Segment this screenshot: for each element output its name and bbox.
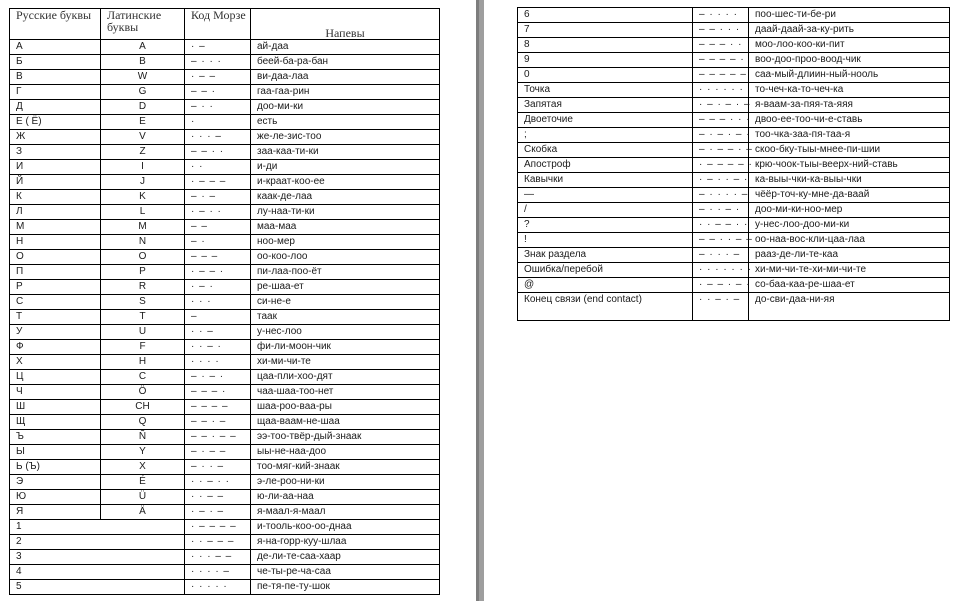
morse-code: · · – · – xyxy=(693,293,749,321)
latin-letter: Ö xyxy=(101,385,185,400)
morse-code: · · xyxy=(185,160,251,175)
morse-code: – – – · xyxy=(185,385,251,400)
song-text: ви-даа-лаа xyxy=(251,70,440,85)
russian-letter: Э xyxy=(10,475,101,490)
song-text: поо-шес-ти-бе-ри xyxy=(749,8,950,23)
table-row xyxy=(10,205,440,220)
morse-code: · – · · xyxy=(185,205,251,220)
morse-code: · – – xyxy=(185,70,251,85)
latin-letter: E xyxy=(101,115,185,130)
table-row xyxy=(10,70,440,85)
latin-letter: X xyxy=(101,460,185,475)
latin-letter: Ü xyxy=(101,490,185,505)
morse-code: – – · xyxy=(185,85,251,100)
russian-letter: Ц xyxy=(10,370,101,385)
digit: 2 xyxy=(10,535,185,550)
symbol-name: — xyxy=(518,188,693,203)
table-row xyxy=(518,53,950,68)
table-row xyxy=(10,550,440,565)
song-text: есть xyxy=(251,115,440,130)
table-row xyxy=(10,40,440,55)
russian-letter: С xyxy=(10,295,101,310)
table-row xyxy=(10,130,440,145)
table-row xyxy=(10,505,440,520)
song-text: то-чеч-ка-то-чеч-ка xyxy=(749,83,950,98)
table-row xyxy=(10,535,440,550)
song-text: у-нес-лоо xyxy=(251,325,440,340)
song-text: доо-ми-ки-ноо-мер xyxy=(749,203,950,218)
morse-code: – · · · xyxy=(185,55,251,70)
table-row xyxy=(518,143,950,158)
russian-letter: Г xyxy=(10,85,101,100)
song-text: си-не-е xyxy=(251,295,440,310)
table-row xyxy=(10,190,440,205)
latin-letter: K xyxy=(101,190,185,205)
morse-code: · · · · · · xyxy=(693,83,749,98)
symbol-name: Запятая xyxy=(518,98,693,113)
morse-code: – · – – · – xyxy=(693,143,749,158)
song-text: оо-наа-вос-кли-цаа-лаа xyxy=(749,233,950,248)
latin-letter: J xyxy=(101,175,185,190)
russian-letter: Ф xyxy=(10,340,101,355)
symbol-name: Знак раздела xyxy=(518,248,693,263)
latin-letter: I xyxy=(101,160,185,175)
table-row xyxy=(10,490,440,505)
symbol-name: ; xyxy=(518,128,693,143)
russian-letter: Б xyxy=(10,55,101,70)
table-row xyxy=(10,220,440,235)
morse-code: · · · – – xyxy=(185,550,251,565)
song-text: э-ле-роо-ни-ки xyxy=(251,475,440,490)
latin-letter: L xyxy=(101,205,185,220)
latin-letter: Q xyxy=(101,415,185,430)
morse-code: · · · · · · · · xyxy=(693,263,749,278)
symbol-name: Ошибка/перебой xyxy=(518,263,693,278)
morse-code: · · – · xyxy=(185,340,251,355)
table-row xyxy=(518,173,950,188)
song-text: хи-ми-чи-те xyxy=(251,355,440,370)
latin-letter: B xyxy=(101,55,185,70)
morse-code: · · · xyxy=(185,295,251,310)
morse-code: · – – · – · xyxy=(693,278,749,293)
morse-code: – xyxy=(185,310,251,325)
table-row xyxy=(518,23,950,38)
table-row xyxy=(10,460,440,475)
table-row xyxy=(10,580,440,595)
song-text: и-ди xyxy=(251,160,440,175)
table-row xyxy=(10,295,440,310)
song-text: хи-ми-чи-те-хи-ми-чи-те xyxy=(749,263,950,278)
symbol-name: Двоеточие xyxy=(518,113,693,128)
table-row xyxy=(10,355,440,370)
russian-letter: У xyxy=(10,325,101,340)
song-text: тоо-чка-заа-пя-таа-я xyxy=(749,128,950,143)
song-text: даай-даай-за-ку-рить xyxy=(749,23,950,38)
song-text: чёёр-точ-ку-мне-да-ваай xyxy=(749,188,950,203)
table-header-row xyxy=(10,9,440,40)
song-text: каак-де-лаа xyxy=(251,190,440,205)
russian-letter: Ъ xyxy=(10,430,101,445)
symbol-name: ! xyxy=(518,233,693,248)
song-text: доо-ми-ки xyxy=(251,100,440,115)
russian-letter: Ж xyxy=(10,130,101,145)
morse-code: · · · · · xyxy=(185,580,251,595)
digit: 5 xyxy=(10,580,185,595)
symbol-name: Кавычки xyxy=(518,173,693,188)
latin-letter: T xyxy=(101,310,185,325)
morse-code: – – · – xyxy=(185,415,251,430)
russian-letter: Р xyxy=(10,280,101,295)
song-text: скоо-бку-тыы-мнее-пи-шии xyxy=(749,143,950,158)
morse-code: – · · · – xyxy=(693,248,749,263)
table-row xyxy=(10,310,440,325)
song-text: тоо-мяг-кий-знаак xyxy=(251,460,440,475)
russian-letter: Ч xyxy=(10,385,101,400)
russian-letter: Т xyxy=(10,310,101,325)
russian-letter: И xyxy=(10,160,101,175)
song-text: крю-чоок-тыы-веерх-ний-ставь xyxy=(749,158,950,173)
latin-letter: Z xyxy=(101,145,185,160)
morse-code: · · – xyxy=(185,325,251,340)
table-row xyxy=(10,430,440,445)
song-text: и-краат-коо-ее xyxy=(251,175,440,190)
morse-table-letters xyxy=(9,8,440,595)
russian-letter: Й xyxy=(10,175,101,190)
table-row xyxy=(10,520,440,535)
song-text: цаа-пли-хоо-дят xyxy=(251,370,440,385)
table-row xyxy=(10,415,440,430)
russian-letter: М xyxy=(10,220,101,235)
latin-letter: N xyxy=(101,235,185,250)
morse-code: – – – xyxy=(185,250,251,265)
symbol-name: 0 xyxy=(518,68,693,83)
russian-letter: Ш xyxy=(10,400,101,415)
morse-code: – · xyxy=(185,235,251,250)
header-latin-letters: Латинские буквы xyxy=(101,9,185,40)
table-row xyxy=(10,235,440,250)
song-text: рааз-де-ли-те-каа xyxy=(749,248,950,263)
song-text: двоо-ее-тоо-чи-е-ставь xyxy=(749,113,950,128)
russian-letter: З xyxy=(10,145,101,160)
russian-letter: В xyxy=(10,70,101,85)
symbol-name: 7 xyxy=(518,23,693,38)
digit: 4 xyxy=(10,565,185,580)
morse-code: · – · xyxy=(185,280,251,295)
song-text: беей-ба-ра-бан xyxy=(251,55,440,70)
morse-code: · xyxy=(185,115,251,130)
table-row xyxy=(518,128,950,143)
morse-code: – – · · – – xyxy=(693,233,749,248)
table-row xyxy=(10,100,440,115)
russian-letter: Ю xyxy=(10,490,101,505)
morse-code: · – xyxy=(185,40,251,55)
song-text: ю-ли-аа-наа xyxy=(251,490,440,505)
morse-code: – – – – · xyxy=(693,53,749,68)
header-russian-letters: Русские буквы xyxy=(10,9,101,40)
morse-code: · · – – – xyxy=(185,535,251,550)
latin-letter: Ñ xyxy=(101,430,185,445)
morse-code: – · · – · xyxy=(693,203,749,218)
russian-letter: Л xyxy=(10,205,101,220)
table-row xyxy=(10,265,440,280)
song-text: шаа-роо-ваа-ры xyxy=(251,400,440,415)
table-row xyxy=(518,8,950,23)
song-text: саа-мый-длиин-ный-нооль xyxy=(749,68,950,83)
digit: 3 xyxy=(10,550,185,565)
latin-letter: V xyxy=(101,130,185,145)
morse-code: · · – · · xyxy=(185,475,251,490)
song-text: чаа-шаа-тоо-нет xyxy=(251,385,440,400)
table-row xyxy=(10,280,440,295)
symbol-name: 6 xyxy=(518,8,693,23)
morse-code: – – · · · xyxy=(693,23,749,38)
latin-letter: H xyxy=(101,355,185,370)
table-row xyxy=(518,233,950,248)
morse-code: · – – – – xyxy=(185,520,251,535)
table-row xyxy=(518,98,950,113)
latin-letter: F xyxy=(101,340,185,355)
song-text: ка-выы-чки-ка-выы-чки xyxy=(749,173,950,188)
morse-code: – · · · · xyxy=(693,8,749,23)
morse-code: · · · · – xyxy=(185,565,251,580)
morse-code: · – – · xyxy=(185,265,251,280)
latin-letter: CH xyxy=(101,400,185,415)
song-text: я-маал-я-маал xyxy=(251,505,440,520)
song-text: и-тооль-коо-оо-днаа xyxy=(251,520,440,535)
morse-code: – – – – xyxy=(185,400,251,415)
table-row xyxy=(10,55,440,70)
song-text: я-на-горр-куу-шлаа xyxy=(251,535,440,550)
latin-letter: É xyxy=(101,475,185,490)
symbol-name: Скобка xyxy=(518,143,693,158)
song-text: пи-лаа-поо-ёт xyxy=(251,265,440,280)
morse-code: – – – · · xyxy=(693,38,749,53)
song-text: щаа-ваам-не-шаа xyxy=(251,415,440,430)
symbol-name: 9 xyxy=(518,53,693,68)
song-text: ноо-мер xyxy=(251,235,440,250)
symbol-name: Конец связи (end contact) xyxy=(518,293,693,321)
morse-code: – – · · xyxy=(185,145,251,160)
latin-letter: G xyxy=(101,85,185,100)
latin-letter: O xyxy=(101,250,185,265)
table-row xyxy=(518,158,950,173)
morse-code: – · – · xyxy=(185,370,251,385)
russian-letter: О xyxy=(10,250,101,265)
russian-letter: Х xyxy=(10,355,101,370)
table-row xyxy=(518,68,950,83)
table-row xyxy=(518,218,950,233)
latin-letter: U xyxy=(101,325,185,340)
morse-code: – · – – xyxy=(185,445,251,460)
song-text: фи-ли-моон-чик xyxy=(251,340,440,355)
morse-code: – · – xyxy=(185,190,251,205)
song-text: со-баа-каа-ре-шаа-ет xyxy=(749,278,950,293)
table-row xyxy=(10,370,440,385)
morse-code: · · – – xyxy=(185,490,251,505)
song-text: оо-коо-лоо xyxy=(251,250,440,265)
song-text: ре-шаа-ет xyxy=(251,280,440,295)
russian-letter: А xyxy=(10,40,101,55)
morse-code: – · · – xyxy=(185,460,251,475)
russian-letter: К xyxy=(10,190,101,205)
symbol-name: ? xyxy=(518,218,693,233)
russian-letter: Я xyxy=(10,505,101,520)
song-text: лу-наа-ти-ки xyxy=(251,205,440,220)
table-row xyxy=(518,203,950,218)
morse-code: – · · · · – xyxy=(693,188,749,203)
morse-code: · · – – · · xyxy=(693,218,749,233)
morse-table-symbols xyxy=(517,7,950,321)
symbol-name: / xyxy=(518,203,693,218)
song-text: моо-лоо-коо-ки-пит xyxy=(749,38,950,53)
table-row xyxy=(10,565,440,580)
russian-letter: Ь (Ъ) xyxy=(10,460,101,475)
morse-code: – · – · – · xyxy=(693,128,749,143)
russian-letter: Д xyxy=(10,100,101,115)
song-text: таак xyxy=(251,310,440,325)
latin-letter: R xyxy=(101,280,185,295)
latin-letter: P xyxy=(101,265,185,280)
table-row xyxy=(518,83,950,98)
russian-letter: Е ( Ё) xyxy=(10,115,101,130)
latin-letter: C xyxy=(101,370,185,385)
russian-letter: Щ xyxy=(10,415,101,430)
latin-letter: W xyxy=(101,70,185,85)
symbol-name: Точка xyxy=(518,83,693,98)
morse-code: · – – – – · xyxy=(693,158,749,173)
song-text: пе-тя-пе-ту-шок xyxy=(251,580,440,595)
table-row xyxy=(10,145,440,160)
table-row xyxy=(518,293,950,321)
morse-code: · – · – · – xyxy=(693,98,749,113)
song-text: маа-маа xyxy=(251,220,440,235)
russian-letter: П xyxy=(10,265,101,280)
table-row xyxy=(10,175,440,190)
table-row xyxy=(10,325,440,340)
table-row xyxy=(518,248,950,263)
song-text: же-ле-зис-тоо xyxy=(251,130,440,145)
table-row xyxy=(518,113,950,128)
table-row xyxy=(10,250,440,265)
song-text: гаа-гаа-рин xyxy=(251,85,440,100)
table-row xyxy=(10,400,440,415)
song-text: я-ваам-за-пяя-та-яяя xyxy=(749,98,950,113)
song-text: заа-каа-ти-ки xyxy=(251,145,440,160)
latin-letter: S xyxy=(101,295,185,310)
morse-code: – – xyxy=(185,220,251,235)
digit: 1 xyxy=(10,520,185,535)
table-row xyxy=(10,160,440,175)
symbol-name: Апостроф xyxy=(518,158,693,173)
morse-code: · – · · – · xyxy=(693,173,749,188)
table-row xyxy=(10,385,440,400)
russian-letter: Ы xyxy=(10,445,101,460)
page-gutter xyxy=(476,0,484,601)
morse-code: · · · – xyxy=(185,130,251,145)
table-row xyxy=(518,38,950,53)
symbol-name: @ xyxy=(518,278,693,293)
morse-code: – – · – – xyxy=(185,430,251,445)
table-row xyxy=(518,188,950,203)
symbol-name: 8 xyxy=(518,38,693,53)
table-row xyxy=(10,115,440,130)
morse-code: · · · · xyxy=(185,355,251,370)
morse-code: – · · xyxy=(185,100,251,115)
song-text: до-сви-даа-ни-яя xyxy=(749,293,950,321)
latin-letter: A xyxy=(101,40,185,55)
latin-letter: Y xyxy=(101,445,185,460)
morse-code: · – – – xyxy=(185,175,251,190)
header-morse-code: Код Морзе xyxy=(185,9,251,40)
song-text: че-ты-ре-ча-саа xyxy=(251,565,440,580)
table-row xyxy=(10,85,440,100)
latin-letter: M xyxy=(101,220,185,235)
morse-code: – – – · · · xyxy=(693,113,749,128)
table-row xyxy=(10,445,440,460)
song-text: ай-даа xyxy=(251,40,440,55)
table-row xyxy=(518,278,950,293)
table-row xyxy=(518,263,950,278)
table-row xyxy=(10,340,440,355)
latin-letter: D xyxy=(101,100,185,115)
latin-letter: Ä xyxy=(101,505,185,520)
morse-code: · – · – xyxy=(185,505,251,520)
song-text: у-нес-лоо-доо-ми-ки xyxy=(749,218,950,233)
song-text: ыы-не-наа-доо xyxy=(251,445,440,460)
song-text: воо-доо-проо-воод-чик xyxy=(749,53,950,68)
table-row xyxy=(10,475,440,490)
song-text: ээ-тоо-твёр-дый-знаак xyxy=(251,430,440,445)
header-songs: Напевы xyxy=(251,9,440,40)
song-text: де-ли-те-саа-хаар xyxy=(251,550,440,565)
russian-letter: Н xyxy=(10,235,101,250)
morse-code: – – – – – xyxy=(693,68,749,83)
